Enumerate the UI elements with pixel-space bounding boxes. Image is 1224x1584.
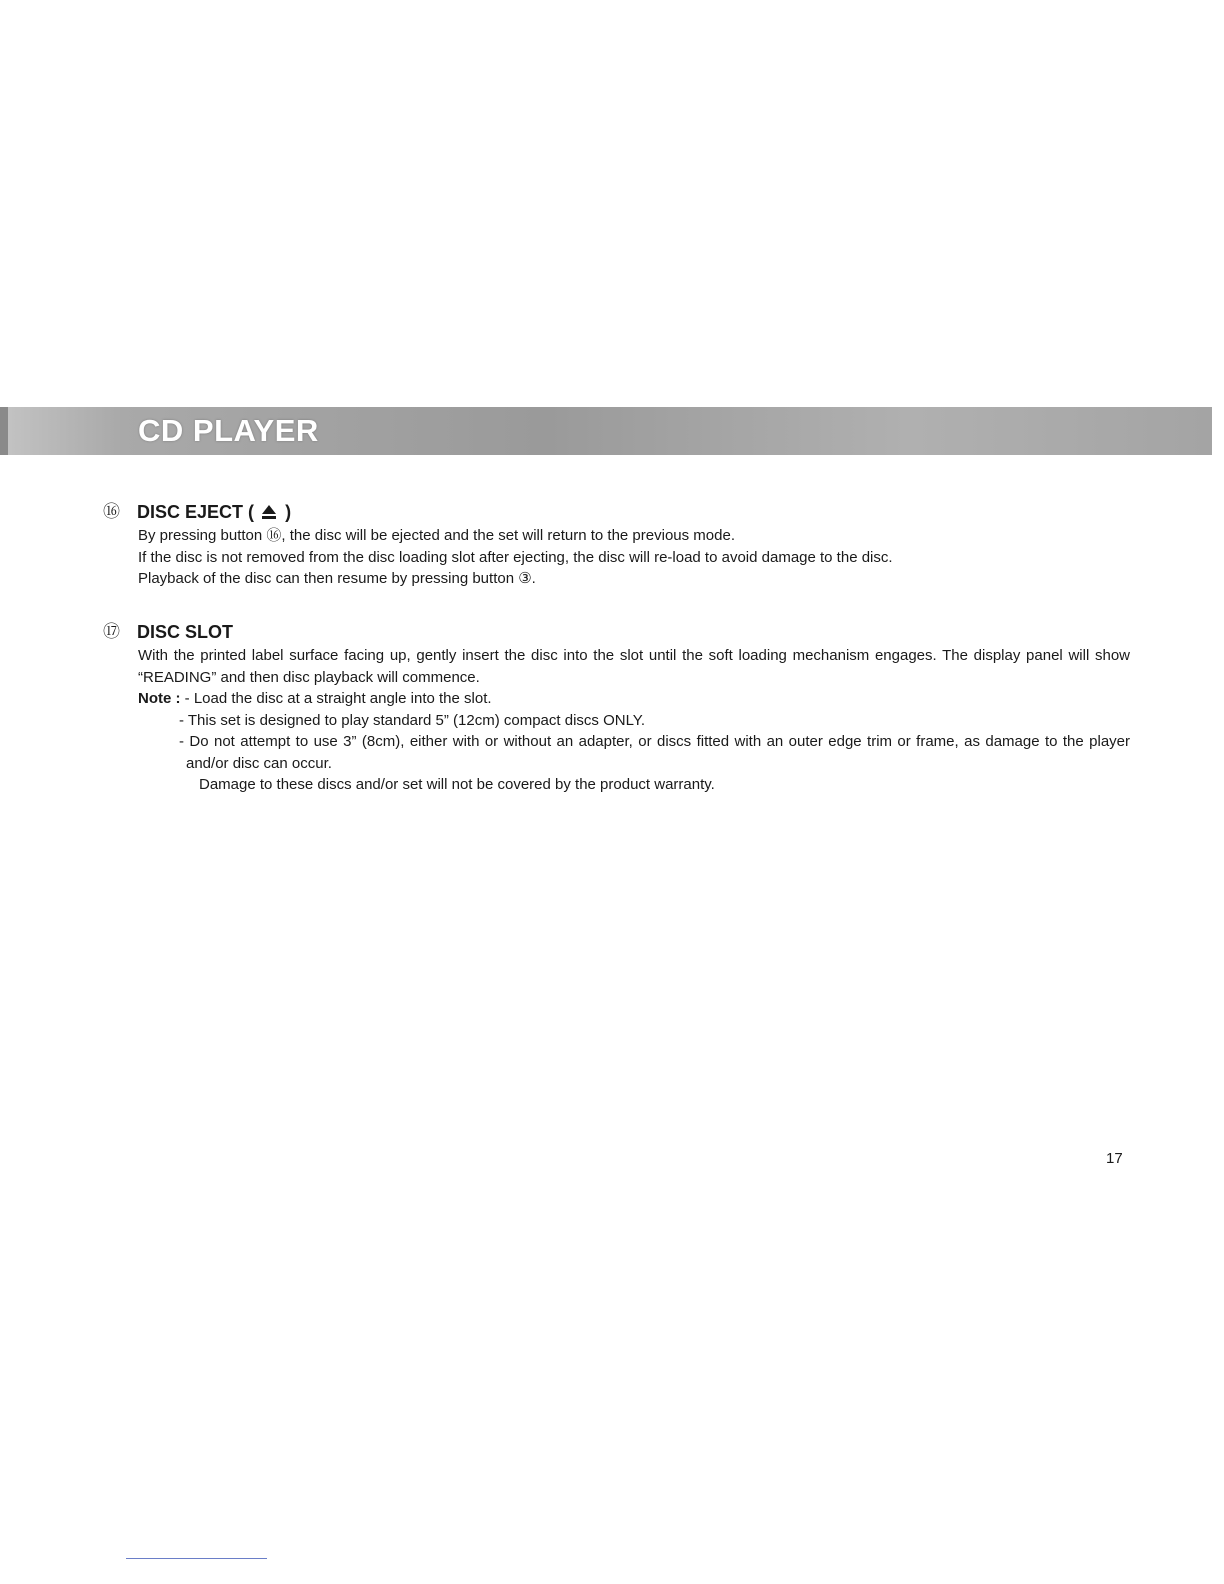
section-disc-slot bbox=[100, 619, 1130, 796]
section-body bbox=[138, 645, 1130, 796]
eject-icon bbox=[262, 503, 277, 519]
section-banner bbox=[0, 407, 1212, 455]
page-number: 17 bbox=[1106, 1150, 1123, 1167]
paragraph: With the printed label surface facing up, gently insert the disc into the slot until the soft loading mechanism engages. The display panel will show “READING” and then disc playback will commence. bbox=[138, 647, 1130, 686]
banner-title: CD PLAYER bbox=[138, 413, 319, 448]
note-label: Note : bbox=[138, 690, 181, 707]
section-title-close: ) bbox=[285, 502, 292, 522]
note-first-line bbox=[138, 688, 1130, 710]
section-disc-eject bbox=[100, 499, 1130, 590]
section-title: DISC SLOT bbox=[137, 622, 234, 642]
section-heading bbox=[100, 499, 1130, 525]
section-number: ⑰ bbox=[103, 622, 120, 641]
banner-edge bbox=[0, 407, 8, 455]
note-continuation: Damage to these discs and/or set will not be covered by the product warranty. bbox=[199, 776, 715, 793]
footer-rule bbox=[126, 1558, 267, 1559]
section-heading bbox=[100, 619, 1130, 645]
section-title-wrap bbox=[137, 499, 291, 525]
section-body bbox=[138, 525, 1130, 590]
section-title: DISC EJECT ( bbox=[137, 502, 255, 522]
section-number: ⑯ bbox=[103, 502, 120, 521]
note-item: - Do not attempt to use 3” (8cm), either with or without an adapter, or discs fitted with an outer edge trim or frame, as damage to the player and/or disc can occur. bbox=[179, 733, 1130, 772]
paragraph: By pressing button ⑯, the disc will be ejected and the set will return to the previous mode. bbox=[138, 527, 735, 544]
note-item: - Load the disc at a straight angle into the slot. bbox=[184, 690, 492, 707]
paragraph: Playback of the disc can then resume by pressing button ③. bbox=[138, 570, 536, 587]
note-item: - This set is designed to play standard 5” (12cm) compact discs ONLY. bbox=[179, 711, 646, 729]
paragraph: If the disc is not removed from the disc loading slot after ejecting, the disc will re-load to avoid damage to the disc. bbox=[138, 548, 893, 566]
